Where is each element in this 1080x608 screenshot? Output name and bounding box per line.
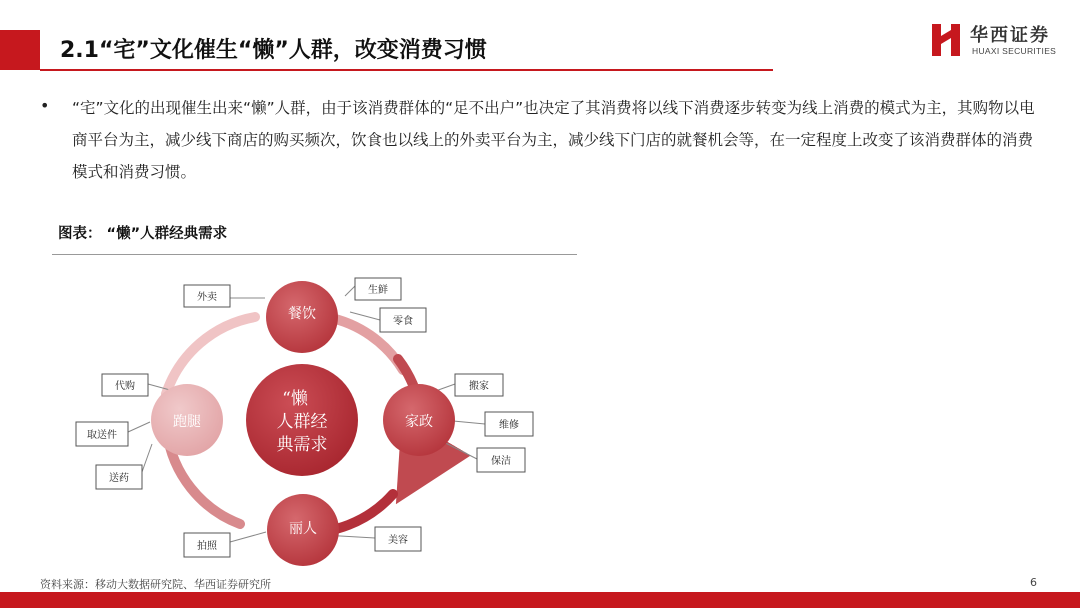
leaf-songyao-label: 送药 <box>109 473 129 484</box>
leaf-daigou <box>102 374 148 396</box>
node-housekeeping-label: 家政 <box>405 414 433 430</box>
leaf-meirong <box>375 527 421 551</box>
company-logo <box>930 20 1070 60</box>
title-underline <box>40 69 773 71</box>
leaf-qusongjian-label: 取送件 <box>87 430 117 441</box>
leaf-weixiu <box>485 412 533 436</box>
page-title: 2.1“宅”文化催生“懒”人群，改变消费习惯 <box>60 38 487 63</box>
leaf-qusongjian <box>76 422 128 446</box>
center-label-line1: “懒 <box>282 389 308 409</box>
center-label-line2: 人群经 <box>276 412 328 432</box>
leaf-shengxian <box>355 278 401 300</box>
page-number: 6 <box>1030 576 1037 589</box>
center-node <box>246 364 358 476</box>
leaf-baojie <box>477 448 525 472</box>
leaf-meirong-label: 美容 <box>388 535 408 546</box>
bullet-marker: • <box>40 96 50 115</box>
leaf-baojie-label: 保洁 <box>491 456 511 467</box>
logo-chinese-name: 华西证券 <box>970 25 1050 46</box>
leaf-weixiu-label: 维修 <box>499 420 519 431</box>
lazy-demand-diagram <box>50 262 590 570</box>
leaf-lingshi-label: 零食 <box>393 316 413 327</box>
huaxi-logo-icon <box>930 22 962 58</box>
node-beauty <box>267 494 339 566</box>
node-catering-label: 餐饮 <box>288 306 316 322</box>
leaf-paizhao-label: 拍照 <box>197 541 217 552</box>
leaf-banjia-label: 搬家 <box>469 381 489 392</box>
figure-title-rule <box>52 254 577 255</box>
leaf-shengxian-label: 生鲜 <box>368 285 388 296</box>
node-catering <box>266 281 338 353</box>
node-errands-label: 跑腿 <box>173 414 201 430</box>
bullet-paragraph: “宅”文化的出现催生出来“懒”人群，由于该消费群体的“足不出户”也决定了其消费将以线下消费逐步转变为线上消费的模式为主，其购物以电商平台为主，减少线下商店的购买频次，饮食也以线上的外卖平台为主，减少线下门店的就餐机会等，在一定程度上改变了该消费群体的消费模式和消费习惯。 <box>72 99 1035 181</box>
footer-bar <box>0 592 1080 608</box>
leaf-waimai <box>184 285 230 307</box>
source-note: 资料来源：移动大数据研究院、华西证券研究所 <box>40 578 271 591</box>
leaf-lingshi <box>380 308 426 332</box>
figure-title: 图表： “懒”人群经典需求 <box>58 226 228 242</box>
leaf-songyao <box>96 465 142 489</box>
leaf-banjia <box>455 374 503 396</box>
logo-english-name: HUAXI SECURITIES <box>972 46 1057 56</box>
leaf-paizhao <box>184 533 230 557</box>
center-label-line3: 典需求 <box>276 435 328 455</box>
node-errands <box>151 384 223 456</box>
leaf-waimai-label: 外卖 <box>197 292 217 303</box>
node-beauty-label: 丽人 <box>289 521 317 537</box>
title-accent-bar <box>0 30 40 70</box>
leaf-daigou-label: 代购 <box>115 381 135 392</box>
node-housekeeping <box>383 384 455 456</box>
